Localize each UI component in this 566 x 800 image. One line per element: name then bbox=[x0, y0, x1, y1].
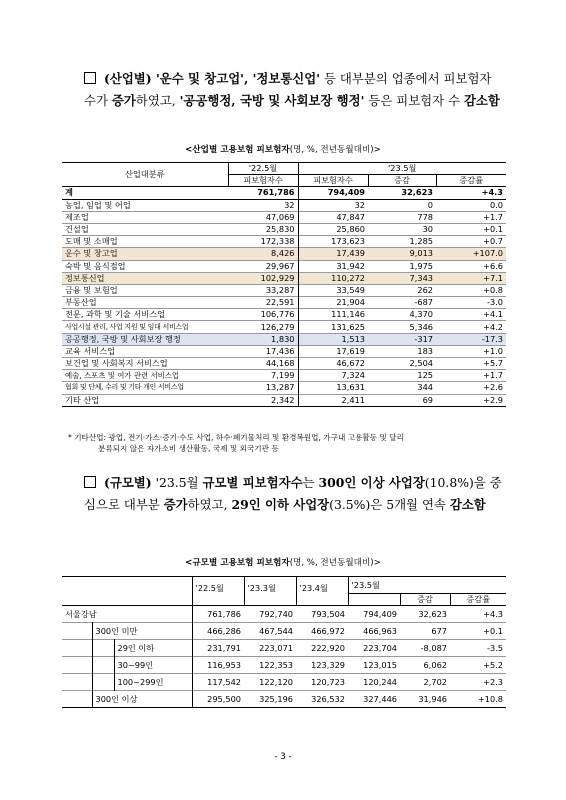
header-p3: '23.4월 bbox=[296, 577, 348, 606]
header-sub1: 피보험자수 bbox=[228, 175, 298, 187]
header-sub2: 증감률 bbox=[466, 594, 491, 605]
table-row: 숙박 및 음식점업 29,967 31,942 1,975 +6.6 bbox=[62, 260, 506, 272]
table-row: 농업, 임업 및 어업 32 32 0 0.0 bbox=[62, 199, 506, 211]
header-p2: '23.3월 bbox=[244, 577, 296, 606]
header-period1: '22.5월 bbox=[228, 163, 298, 175]
table-row: 도매 및 소매업 172,338 173,623 1,285 +0.7 bbox=[62, 236, 506, 248]
page-number: - 3 - bbox=[274, 752, 292, 762]
table-row: 29인 이하 231,791 223,071 222,920 223,704 -8,087 -3.5 bbox=[62, 640, 506, 657]
header-p1: '22.5월 bbox=[192, 577, 244, 606]
table-row-highlight: 공공행정, 국방 및 사회보장 행정 1,830 1,513 -317 -17.3 bbox=[62, 333, 506, 345]
table-row: 기타 산업 2,342 2,411 69 +2.9 bbox=[62, 394, 506, 406]
table-row: 보건업 및 사회복지 서비스업 44,168 46,672 2,504 +5.7 bbox=[62, 358, 506, 370]
table-row: 서울강남 761,786 792,740 793,504 794,409 32,623 +4.3 bbox=[62, 606, 506, 623]
table-row: 교육 서비스업 17,436 17,619 183 +1.0 bbox=[62, 345, 506, 357]
table-row: 금융 및 보험업 33,287 33,549 262 +0.8 bbox=[62, 284, 506, 296]
header-category: 산업대분류 bbox=[62, 163, 228, 187]
header-sub4: 증감률 bbox=[459, 175, 484, 186]
table-row: 300인 이상 295,500 325,196 326,532 327,446 31,946 +10.8 bbox=[62, 691, 506, 708]
header-blank-sub bbox=[348, 594, 400, 606]
paragraph-industry: (산업별) '운수 및 창고업', '정보통신업' 등 대부분의 업종에서 피보험자 수가 증가하였고, '공공행정, 국방 및 사회보장 행정' 등은 피보험자 수 감소함 bbox=[84, 71, 500, 108]
table-row-total: 계 761,786 794,409 32,623 +4.3 bbox=[62, 187, 506, 199]
checkbox-bullet-icon bbox=[84, 476, 96, 488]
table2-caption: <규모별 고용보험 피보험자(명, %, 전년동월대비)> bbox=[185, 558, 381, 568]
header-sub1: 증감 bbox=[400, 594, 450, 606]
paragraph-size: (규모별) '23.5월 규모별 피보험자수는 300인 이상 사업장(10.8%)을 중심으로 대부분 증가하였고, 29인 이하 사업장(3.5%)은 5개월 연속 감소함 bbox=[84, 475, 502, 512]
table-row: 건설업 25,830 25,860 30 +0.1 bbox=[62, 223, 506, 235]
table-row: 예술, 스포츠 및 여가 관련 서비스업 7,199 7,324 125 +1.7 bbox=[62, 370, 506, 382]
table-row: 300인 미만 466,286 467,544 466,972 466,963 677 +0.1 bbox=[62, 623, 506, 640]
table1-footnote: * 기타산업: 광업, 전기·가스·증기·수도 사업, 하수·폐기물처리 및 환경복원업, 가구내 고용활동 및 달리 분류되지 않은 자가소비 생산활동, 국제 및 외국기관 등 bbox=[68, 433, 404, 453]
header-sub3: 증감 bbox=[368, 175, 436, 187]
header-blank bbox=[62, 577, 192, 606]
table-row: 부동산업 22,591 21,904 -687 -3.0 bbox=[62, 297, 506, 309]
table-row: 전문, 과학 및 기술 서비스업 106,776 111,146 4,370 +4.1 bbox=[62, 309, 506, 321]
table-row: 100~299인 117,542 122,120 120,723 120,244 2,702 +2.3 bbox=[62, 674, 506, 691]
table-row-highlight: 정보통신업 102,929 110,272 7,343 +7.1 bbox=[62, 272, 506, 284]
header-period2: '23.5월 bbox=[298, 163, 506, 175]
checkbox-bullet-icon bbox=[84, 72, 96, 84]
table-row: 사업시설 관리, 사업 지원 및 임대 서비스업 126,279 131,625 5,346 +4.2 bbox=[62, 321, 506, 333]
size-table bbox=[62, 576, 506, 708]
header-p4: '23.5월 bbox=[348, 577, 506, 594]
table-row: 30~99인 116,953 122,353 123,329 123,015 6,062 +5.2 bbox=[62, 657, 506, 674]
industry-table bbox=[62, 162, 506, 407]
header-sub2: 피보험자수 bbox=[298, 175, 368, 187]
table-row: 협회 및 단체, 수리 및 기타 개인 서비스업 13,287 13,631 344 +2.6 bbox=[62, 382, 506, 394]
table-row-highlight: 운수 및 창고업 8,426 17,439 9,013 +107.0 bbox=[62, 248, 506, 260]
table1-caption: <산업별 고용보험 피보험자(명, %, 전년동월대비)> bbox=[185, 145, 381, 155]
table-row: 제조업 47,069 47,847 778 +1.7 bbox=[62, 211, 506, 223]
